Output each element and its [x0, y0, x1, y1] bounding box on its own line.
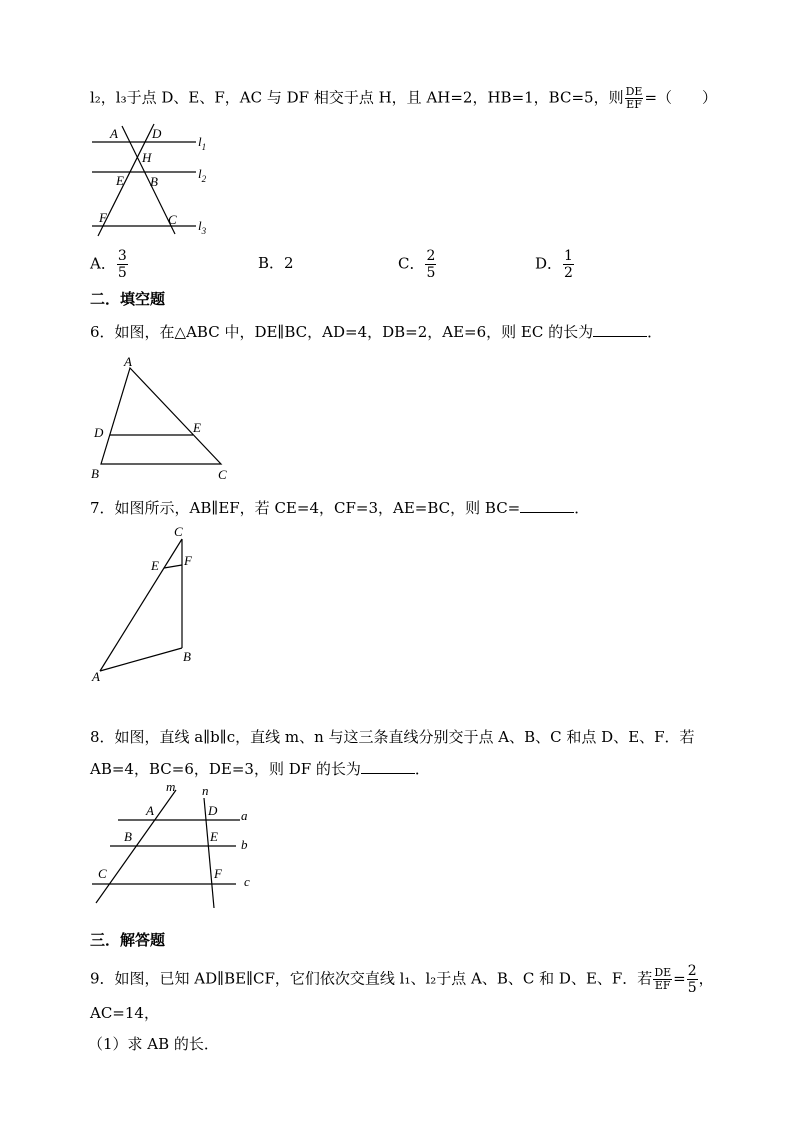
q5-text-after: =（ ） [644, 88, 718, 107]
section-fill-in-title: 二．填空题 [90, 290, 166, 308]
q7-segment-ef [164, 565, 182, 568]
q7-label-b: B [183, 649, 191, 664]
q8-label-b: B [124, 829, 132, 844]
q9-given: AC=14， [90, 1004, 159, 1022]
q5-label-l1: $l_1$ [198, 134, 207, 152]
q9-fraction-de-ef: $\frac{DE}{EF}$ [654, 966, 672, 992]
q6-answer-blank[interactable] [593, 322, 647, 337]
q6-label-d: D [94, 425, 104, 440]
q8-answer-blank[interactable] [361, 759, 415, 774]
q8-stem-line1: 8．如图，直线 a∥b∥c，直线 m、n 与这三条直线分别交于点 A、B、C 和点 D、E、F．若 [90, 728, 695, 746]
q9-part1: （1）求 AB 的长． [88, 1035, 219, 1053]
q6-label-e: E [193, 420, 201, 435]
q5-option-d: D． $\frac{1}{2}$ [535, 248, 573, 281]
q7-label-a: A [92, 669, 100, 684]
q5-label-c: C [168, 212, 177, 227]
q8-label-a: A [146, 803, 154, 818]
q6-triangle [101, 368, 221, 464]
q7-label-e: E [151, 558, 159, 573]
q7-answer-blank[interactable] [520, 498, 574, 513]
q9-fraction-value: $\frac{2}{5}$ [687, 963, 697, 996]
q7-label-c: C [174, 524, 183, 539]
q5-label-l2: $l_2$ [198, 166, 207, 184]
q6-label-b: B [91, 466, 99, 481]
q8-label-e: E [210, 829, 218, 844]
q5-label-h: H [142, 150, 152, 165]
q8-label-line-a: a [241, 808, 248, 823]
q5-label-d: D [152, 126, 162, 141]
q8-label-line-c: c [244, 874, 250, 889]
q8-label-line-b: b [241, 837, 248, 852]
q5-fraction: $\frac{DE}{EF}$ [625, 85, 643, 111]
q6-stem: 6．如图，在△ABC 中，DE∥BC，AD=4，DB=2，AE=6，则 EC 的长为 ． [90, 323, 663, 341]
q8-label-c: C [98, 866, 107, 881]
q9-stem: 9．如图，已知 AD∥BE∥CF，它们依次交直线 l₁、l₂于点 A、B、C 和 D、E、F．若 $\frac{DE}{EF}$ = $\frac{2}{5}$ ， [90, 963, 714, 996]
q5-label-l3: $l_3$ [198, 218, 207, 236]
q8-label-d: D [208, 803, 218, 818]
q8-label-n: n [202, 783, 209, 798]
q5-option-c: C． $\frac{2}{5}$ [398, 248, 436, 281]
q8-label-m: m [166, 779, 176, 794]
q5-option-a: A． $\frac{3}{5}$ [90, 248, 127, 281]
q5-option-b: B．2 [258, 254, 294, 272]
q6-label-a: A [124, 354, 132, 369]
q8-label-f: F [214, 866, 222, 881]
q7-label-f: F [184, 553, 192, 568]
q7-stem: 7．如图所示，AB∥EF，若 CE=4，CF=3，AE=BC，则 BC= ． [90, 499, 590, 517]
q5-label-f: F [99, 210, 107, 225]
q5-label-b: B [150, 174, 158, 189]
q6-label-c: C [218, 467, 227, 482]
q8-stem-line2: AB=4，BC=6，DE=3，则 DF 的长为 ． [90, 760, 430, 778]
q5-label-e: E [116, 173, 124, 188]
section-answer-title: 三．解答题 [90, 931, 166, 949]
q5-label-a: A [110, 126, 118, 141]
q5-text-before: l₂，l₃于点 D、E、F，AC 与 DF 相交于点 H，且 AH=2，HB=1，BC=5，则 [90, 88, 624, 107]
